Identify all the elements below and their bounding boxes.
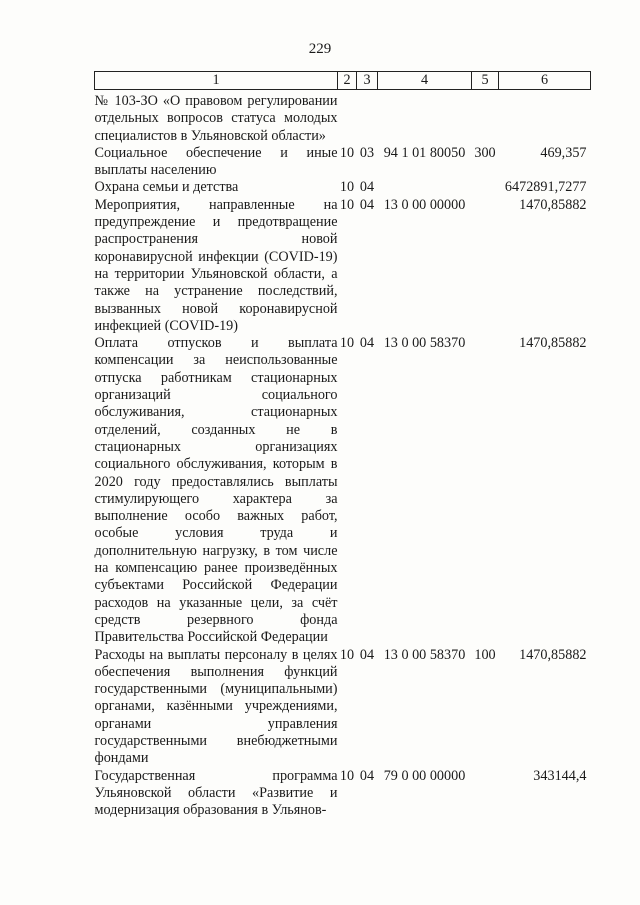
row-subsection: 04 (359, 767, 375, 784)
page-number: 229 (308, 41, 332, 57)
row-target-code (378, 93, 472, 145)
row-target-code: 94 1 01 80050 (383, 144, 466, 161)
row-section: 10 (339, 196, 355, 213)
row-section: 10 (339, 767, 355, 784)
row-section: 10 (339, 144, 355, 161)
row-expense-type: 300 (474, 144, 496, 161)
row-subsection: 03 (359, 144, 375, 161)
row-section: 10 (339, 335, 355, 352)
table-row (95, 768, 591, 820)
table-row (95, 197, 591, 335)
column-header: 6 (499, 72, 591, 90)
row-amount (499, 93, 591, 145)
table-row (95, 93, 591, 145)
row-name: Социальное обеспечение и иные выплаты населению (94, 144, 338, 179)
row-section: 10 (339, 179, 355, 196)
row-subsection: 04 (359, 179, 375, 196)
row-subsection: 04 (359, 196, 375, 213)
table-header-row (95, 72, 591, 90)
row-expense-type (472, 179, 499, 196)
row-expense-type: 100 (474, 646, 496, 663)
row-amount: 1470,85882 (519, 196, 587, 213)
row-expense-type (472, 768, 499, 820)
row-amount: 6472891,7277 (504, 179, 587, 196)
row-name: Государственная программа Ульяновской области «Развитие и модернизация образования в Ульянов- (94, 767, 338, 819)
row-name: Оплата отпусков и выплата компенсации за неиспользованные отпуска работникам стационарных организаций социального обслуживания, стационарных отделений, созданных не в стационарных организациях социального обслуживания, которым в 2020 году предоставлялись выплаты стимулирующего характера за выполнение особо важных работ, особые условия труда и дополнительную нагрузку, в том числе на компенсацию ранее произведённых субъектами Российской Федерации расходов на указанные цели, за счёт средств резервного фонда Правительства Российской Федерации (94, 335, 338, 646)
row-name: № 103-ЗО «О правовом регулировании отдельных вопросов статуса молодых специалистов в Ульяновской области» (94, 93, 338, 144)
table-row (95, 335, 591, 646)
row-name: Охрана семьи и детства (94, 179, 239, 196)
row-target-code: 13 0 00 58370 (383, 335, 466, 352)
column-header: 3 (357, 72, 378, 90)
row-amount: 343144,4 (533, 767, 587, 784)
budget-table (94, 71, 591, 819)
column-header: 1 (95, 72, 338, 90)
table-row (95, 179, 591, 196)
row-name: Расходы на выплаты персоналу в целях обеспечения выполнения функций государственными (муниципальными) органами, казёнными учреждениями, органами управления государственными внебюджетными фондами (94, 646, 338, 767)
row-target-code: 79 0 00 00000 (383, 767, 466, 784)
row-expense-type (472, 197, 499, 335)
table-row (95, 145, 591, 180)
row-expense-type (472, 335, 499, 646)
row-target-code (378, 179, 472, 196)
row-subsection: 04 (359, 646, 375, 663)
row-expense-type (472, 93, 499, 145)
table-row (95, 647, 591, 768)
row-amount: 469,357 (540, 144, 587, 161)
column-header: 5 (472, 72, 499, 90)
column-header: 4 (378, 72, 472, 90)
row-target-code: 13 0 00 00000 (383, 196, 466, 213)
column-header: 2 (338, 72, 357, 90)
row-amount: 1470,85882 (519, 335, 587, 352)
row-subsection: 04 (359, 335, 375, 352)
row-subsection (357, 93, 378, 145)
row-name: Мероприятия, направленные на предупреждение и предотвращение распространения новой коронавирусной инфекции (COVID-19) на территории Ульяновской области, а также на устранение последствий, вызванных новой коронавирусной инфекцией (COVID-19) (94, 196, 338, 334)
row-target-code: 13 0 00 58370 (383, 646, 466, 663)
row-section (338, 93, 357, 145)
row-amount: 1470,85882 (519, 646, 587, 663)
row-section: 10 (339, 646, 355, 663)
